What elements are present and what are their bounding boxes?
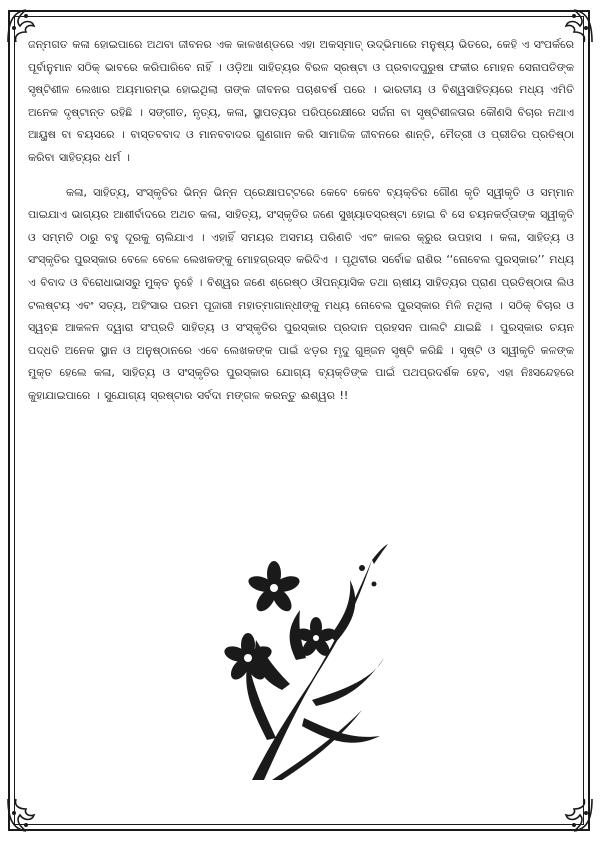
- paragraph-2: କଳା, ସାହିତ୍ୟ, ସଂସ୍କୃତିର ଭିନ୍ନ ଭିନ୍ନ ପ୍ରେକ୍ଷାପଟ୍ଟରେ କେବେ କେବେ ବ୍ୟକ୍ତିର ଗୌଣ କୃତି ସ୍ୱୀକୃତି ଓ ସମ୍ମାନ ପାଇଯାଏ ଭାଗ୍ୟର ଆଶୀର୍ବାଦରେ ଅଥଚ କଳା, ସାହିତ୍ୟ, ସଂସ୍କୃତିର ଜଣେ ସୁଖ୍ୟାତସ୍ରଷ୍ଟା ହୋଇ ବି ସେ ଚୟନକର୍ତ୍ତାଙ୍କ ସ୍ୱୀକୃତି ଓ ସମ୍ମତି ଠାରୁ ବହୁ ଦୂରକୁ ଚାଲିଯାଏ । ଏହାହିଁ ସମୟର ଅସମୟ ପରିଣତି ଏବଂ କାଳର କ୍ରୁର ଉପହାସ । କଳା, ସାହିତ୍ୟ ଓ ସଂସ୍କୃତିର ପୁରସ୍କାର ବେଳେ ବେଳେ ଲେଖକଙ୍କୁ ମୋହଗ୍ରସ୍ତ କରିଦିଏ । ପୃଥିବୀର ସର୍ବୋଚ୍ଚ ରାଶିର ‘‘ନୋବେଲ ପୁରସ୍କାର’’ ମଧ୍ୟ ଏ ବିବାଦ ଓ ବିରୋଧାଭାସରୁ ମୁକ୍ତ ନୁହେଁ । ବିଶ୍ୱର ଜଣେ ଶ୍ରେଷ୍ଠ ଔପନ୍ୟାସିକ ତଥା ଋଷୀୟ ସାହିତ୍ୟର ପ୍ରାଣ ପ୍ରତିଷ୍ଠାତା ଲିଓ ଟଲଷ୍ଟୟ ଏବଂ ସତ୍ୟ, ଅହିଂସାର ପରମ ପୂଜାରୀ ମହାତ୍ମାଗାନ୍ଧୀଙ୍କୁ ମଧ୍ୟ ନୋବେଲ ପୁରସ୍କାର ମିଳି ନଥିଲା । ସଠିକ୍ ବିଚାର ଓ ସ୍ୱଚ୍ଛ ଆକଳନ ଦ୍ୱାରା ସଂପ୍ରତି ସାହିତ୍ୟ ଓ ସଂସ୍କୃତିର ପୁରସ୍କାର ପ୍ରଦାନ ପ୍ରହସନ ପାଲଟି ଯାଇଛି । ପୁରସ୍କାର ଚୟନ ପଦ୍ଧତି ଅନେକ ସ୍ଥାନ ଓ ଅନୁଷ୍ଠାନରେ ଏବେ ଲେଖକଙ୍କ ପାଇଁ ଝଡ଼ର ମୃଦୁ ଗୁଞ୍ଜନ ସୃଷ୍ଟି କରିଛି । ସୃଷ୍ଟି ଓ ସ୍ୱୀକୃତି କଳଙ୍କ ମୁକ୍ତ ହେଲେ କଳା, ସାହିତ୍ୟ ଓ ସଂସ୍କୃତିର ପୁରସ୍କାର ଯୋଗ୍ୟ ବ୍ୟକ୍ତିଙ୍କ ପାଇଁ ପଥପ୍ରଦର୍ଶକ ହେବ, ଏହା ନିଃସନ୍ଦେହରେ କୁହାଯାଇପାରେ । ସୁଯୋଗ୍ୟ ସ୍ରଷ୍ଟାର ସର୍ବଦା ମଙ୍ଗଳ କରନ୍ତୁ ଈଶ୍ୱର !!: [28, 185, 574, 402]
- article-body: [28, 34, 574, 408]
- paragraph-1: ଜନ୍ମଗତ କଳା ହୋଇପାରେ ଅଥବା ଜୀବନର ଏକ କାଳଖଣ୍ଡରେ ଏହା ଅକସ୍ମାତ୍ ଉଦ୍ଭିମାରେ ମନୁଷ୍ୟ ଭିତରେ, କେହି ଏ ସଂପର୍କରେ ପୂର୍ବାନୁମାନ ସଠିକ୍ ଭାବରେ କରିପାରିବେ ନାହିଁ । ଓଡ଼ିଆ ସାହିତ୍ୟର ବିରଳ ସ୍ରଷ୍ଟା ଓ ପ୍ରବାଦପୁରୁଷ ଫକୀର ମୋହନ ସେନାପତିଙ୍କ ସୃଷ୍ଟିଶୀଳ ଲେଖାର ଅୟମାରମ୍ଭ ହୋଇଥିଲା ତାଙ୍କ ଜୀବନର ପଚାଶବର୍ଷ ପରେ । ଭାରତୀୟ ଓ ବିଶ୍ୱସାହିତ୍ୟରେ ମଧ୍ୟ ଏମିତି ଅନେକ ଦୃଷ୍ଟାନ୍ତ ରହିଛି । ସଙ୍ଗୀତ, ନୃତ୍ୟ, କଳା, ସ୍ଥାପତ୍ୟର ପରିପ୍ରେକ୍ଷୀରେ ସର୍ଜନା ବା ସୃଷ୍ଟିଶୀଳତାର କୌଣସି ବିଚାର ନଥାଏ ଆୟୁଷ ବା ବୟସରେ । ବାସ୍ତବବାଦ ଓ ମାନବବାଦର ଗୁଣଗାନ କରି ସାମାଜିକ ଜୀବନରେ ଶାନ୍ତି, ମୈତ୍ରୀ ଓ ପ୍ରୀତିର ପ୍ରତିଷ୍ଠା କରିବା ସାହିତ୍ୟର ଧର୍ମ ।: [28, 38, 574, 164]
- decorative-corner-icon: [4, 795, 44, 835]
- decorative-corner-icon: [556, 795, 596, 835]
- floral-ornament-icon: [212, 540, 392, 790]
